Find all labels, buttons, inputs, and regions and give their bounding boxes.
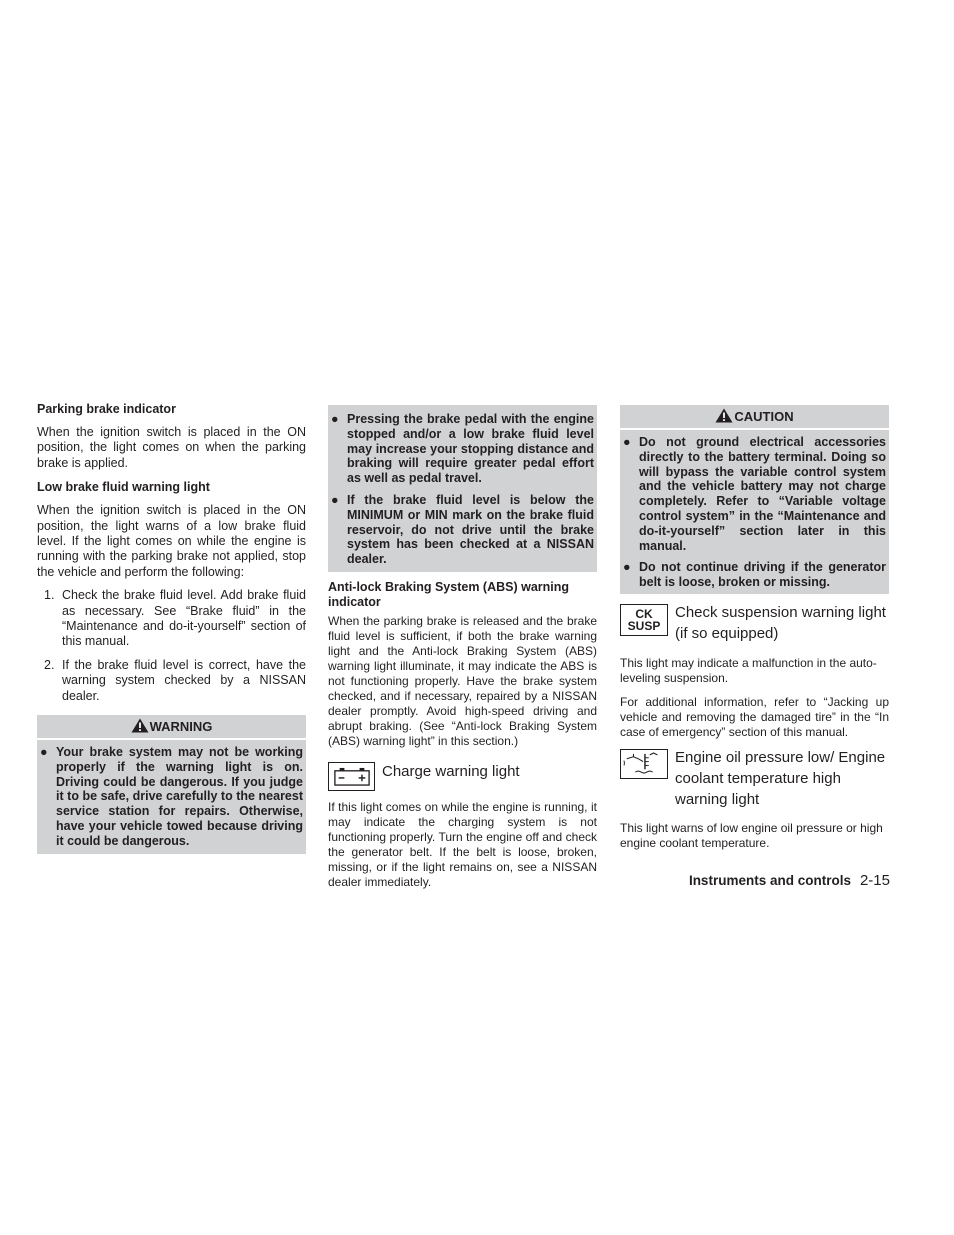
bullet-icon: ● xyxy=(40,745,48,760)
step-number: 2. xyxy=(44,657,55,672)
engine-oil-body: This light warns of low engine oil pressure or high engine coolant temperature. xyxy=(620,820,883,850)
oil-temperature-symbol-icon xyxy=(622,750,666,777)
caution-header xyxy=(620,405,889,430)
ck-icon-text: CK xyxy=(635,606,653,621)
battery-icon xyxy=(328,762,375,791)
list-item xyxy=(37,588,306,650)
oil-coolant-icon xyxy=(620,749,668,779)
warning-box xyxy=(37,715,306,854)
footer-section-title: Instruments and controls xyxy=(688,873,851,888)
caution-title: CAUTION xyxy=(734,409,794,424)
bullet-icon: ● xyxy=(623,560,631,575)
step-text: If the brake fluid level is correct, have the warning system checked by a NISSAN dealer. xyxy=(62,657,306,703)
page-footer xyxy=(689,872,890,890)
battery-symbol-icon xyxy=(333,766,371,787)
warning-triangle-icon xyxy=(715,408,733,423)
caution-text: Do not ground electrical accessories directly to the battery terminal. Doing so will bypass the variable control system and the vehicle battery may not charge completely. Refer to “Variable voltage control system” in the “Maintenance and do-it-yourself” section later in this manual. xyxy=(639,435,886,553)
warning-text: Your brake system may not be working properly if the warning light is on. Driving could be dangerous. If you judge it to be safe, drive carefully to the nearest service station for repairs. Otherwise, have your vehicle towed because driving it could be dangerous. xyxy=(56,745,303,848)
susp-icon-text: SUSP xyxy=(627,618,661,633)
parking-brake-heading: Parking brake indicator xyxy=(37,402,176,416)
list-item xyxy=(328,412,594,486)
check-suspension-title: Check suspension warning light (if so equipped) xyxy=(675,603,886,642)
abs-body: When the parking brake is released and the brake fluid level is sufficient, if both the brake warning light and the Anti-lock Braking System (ABS) warning light illuminate, it may indicate the ABS is not functioning properly. Have the brake system checked, and if necessary, repaired by a NISSAN dealer promptly. Avoid high-speed driving and abrupt braking. (See “Anti-lock Braking System (ABS) warning light” in this section.) xyxy=(328,613,597,748)
step-text: Check the brake fluid level. Add brake fluid as necessary. See “Brake fluid” in the “Maintenance and do-it-yourself” section of this manual. xyxy=(62,588,306,649)
column-middle xyxy=(328,400,597,890)
list-item xyxy=(620,560,886,590)
charge-warning-row xyxy=(328,762,597,791)
bullet-icon: ● xyxy=(331,412,339,426)
warning-text: If the brake fluid level is below the MINIMUM or MIN mark on the brake fluid reservoir, do not drive until the brake system has been checked at a NISSAN dealer. xyxy=(347,492,594,567)
list-item xyxy=(620,435,886,553)
warning-box-continued xyxy=(328,405,597,572)
charge-warning-body: If this light comes on while the engine is running, it may indicate the charging system is not functioning properly. Turn the engine off and check the generator belt. If the belt is loose, broken, missing, or if the light remains on, see a NISSAN dealer immediately. xyxy=(328,799,597,889)
warning-triangle-icon xyxy=(131,718,149,733)
check-suspension-row xyxy=(620,604,889,644)
brake-fluid-body: When the ignition switch is placed in the ON position, the light warns of a low brake fluid level. If the light comes on while the engine is running with the parking brake not applied, stop the vehicle and perform the following: xyxy=(37,503,306,579)
bullet-icon: ● xyxy=(331,492,339,507)
warning-list xyxy=(328,412,597,567)
parking-brake-body: When the ignition switch is placed in the ON position, the light comes on when the parking brake is applied. xyxy=(37,425,306,470)
list-item xyxy=(328,493,594,567)
ck-susp-icon xyxy=(620,604,668,636)
charge-warning-title: Charge warning light xyxy=(382,762,520,780)
brake-fluid-steps xyxy=(37,588,306,704)
caution-text: Do not continue driving if the generator belt is loose, broken or missing. xyxy=(639,560,886,590)
caution-box xyxy=(620,405,889,594)
step-number: 1. xyxy=(44,588,55,603)
warning-header xyxy=(37,715,306,740)
list-item xyxy=(37,658,306,704)
bullet-icon: ● xyxy=(623,435,631,449)
abs-heading: Anti-lock Braking System (ABS) warning indicator xyxy=(328,579,570,609)
engine-oil-row xyxy=(620,749,889,810)
check-suspension-body-1: This light may indicate a malfunction in the auto-leveling suspension. xyxy=(620,655,877,685)
check-suspension-body-2: For additional information, refer to “Jacking up vehicle and removing the damaged tire” in the “In case of emergency” section of this manual. xyxy=(620,694,889,739)
brake-fluid-heading: Low brake fluid warning light xyxy=(37,480,210,495)
column-right xyxy=(620,400,889,851)
list-item xyxy=(37,745,303,849)
caution-list xyxy=(620,435,889,590)
warning-list xyxy=(37,745,306,849)
page-number: 2-15 xyxy=(859,872,890,889)
engine-oil-title: Engine oil pressure low/ Engine coolant temperature high warning light xyxy=(675,748,886,808)
warning-text: Pressing the brake pedal with the engine stopped and/or a low brake fluid level may increase your stopping distance and braking will require greater pedal effort as well as pedal travel. xyxy=(347,412,594,486)
column-left xyxy=(37,400,306,854)
warning-title: WARNING xyxy=(149,719,213,735)
